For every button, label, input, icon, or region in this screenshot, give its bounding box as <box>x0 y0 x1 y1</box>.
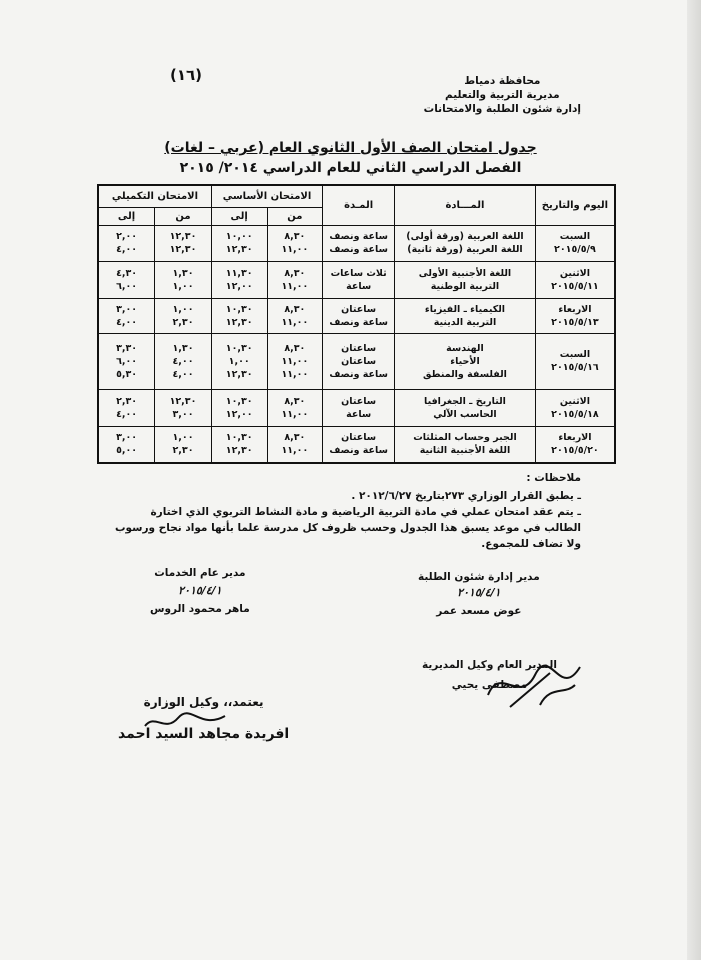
basic-from-value: ١١,٠٠ <box>281 281 309 293</box>
basic-to-value: ١٢,٣٠ <box>225 368 253 380</box>
basic-to-value: ١,٠٠ <box>228 355 250 367</box>
basic-from-value: ١١,٠٠ <box>281 368 309 380</box>
governorate-name: محافظة دمياط <box>464 75 541 87</box>
services-director-signature <box>150 566 250 616</box>
student-affairs-director-name: عوض مسعد عمر <box>436 605 522 617</box>
subjects-value: الكيمياء ـ الفيزياء <box>424 304 506 316</box>
note-item-2: ـ يتم عقد امتحان عملي في مادة التربية الرياضية و مادة النشاط التربوي الذي اختارة الطالب في موعد يسبق هذا الجدول وحسب ظروف كل مدرسة علما بأنها مواد نجاح ورسوب ولا تضاف للمجموع. <box>115 506 581 550</box>
subjects-value: الجبر وحساب المثلثات <box>413 432 517 444</box>
page-edge <box>687 0 701 960</box>
directorate-name: مديرية التربية والتعليم <box>444 89 560 101</box>
supp-from-cell <box>155 299 212 334</box>
supp-to-value: ٣,٠٠ <box>116 304 138 316</box>
subjects-value: اللغة الأجنبية الأولى <box>418 268 512 280</box>
supp-from-cell <box>155 389 212 426</box>
header-supp-from: من <box>155 207 212 225</box>
supp-from-cell <box>155 262 212 299</box>
day-date-cell <box>535 262 615 299</box>
durations-value: ساعة ونصف <box>329 317 388 329</box>
table-row <box>98 262 615 299</box>
notes-heading: ملاحظات : <box>526 472 581 484</box>
basic-from-cell <box>267 262 323 299</box>
ministry-deputy-name: افريدة مجاهد السيد احمد <box>118 726 290 742</box>
services-director-handwritten-date: ٢٠١٥/٤/١ <box>178 584 222 597</box>
supp-to-value: ٦,٠٠ <box>116 355 138 367</box>
basic-from-value: ١١,٠٠ <box>281 445 309 457</box>
basic-to-cell <box>211 225 267 262</box>
durations-cell <box>323 426 395 463</box>
supp-from-value: ١,٣٠ <box>172 342 194 354</box>
basic-from-value: ١١,٠٠ <box>281 244 309 256</box>
basic-from-value: ١١,٠٠ <box>281 317 309 329</box>
subjects-cell <box>395 299 536 334</box>
basic-to-value: ١٢,٣٠ <box>225 445 253 457</box>
title-line-1: جدول امتحان الصف الأول الثانوي العام (عربي – لغات) <box>164 140 537 156</box>
basic-to-cell <box>211 334 267 389</box>
durations-value: ساعتان <box>341 355 377 367</box>
basic-from-value: ٨,٣٠ <box>284 395 306 407</box>
student-affairs-director-signature <box>418 570 540 618</box>
table-row <box>98 334 615 389</box>
student-affairs-director-title: مدير إدارة شئون الطلبة <box>418 571 540 583</box>
durations-value: ساعتان <box>341 432 377 444</box>
header-duration: المـدة <box>323 185 395 225</box>
basic-to-cell <box>211 389 267 426</box>
notes-section <box>111 470 581 552</box>
basic-from-value: ٨,٣٠ <box>284 304 306 316</box>
basic-from-value: ٨,٣٠ <box>284 432 306 444</box>
table-row <box>98 426 615 463</box>
durations-value: ثلاث ساعات <box>330 268 387 280</box>
ministry-deputy-scribble <box>140 708 230 736</box>
subjects-cell <box>395 334 536 389</box>
subjects-value: اللغة الأجنبية الثانية <box>419 445 511 457</box>
durations-value: ساعة ونصف <box>329 368 388 380</box>
subjects-value: الهندسة <box>446 342 484 354</box>
supp-to-value: ٣,٣٠ <box>116 342 138 354</box>
supp-from-value: ٣,٠٠ <box>172 408 194 420</box>
basic-to-value: ١٠,٣٠ <box>225 395 253 407</box>
supp-to-cell <box>98 426 155 463</box>
basic-from-value: ٨,٣٠ <box>284 231 306 243</box>
durations-cell <box>323 299 395 334</box>
basic-to-cell <box>211 299 267 334</box>
basic-to-cell <box>211 426 267 463</box>
exam-date: ٢٠١٥/٥/١٣ <box>551 317 599 329</box>
basic-to-cell <box>211 262 267 299</box>
subjects-value: الحاسب الآلي <box>433 408 497 420</box>
exam-date: ٢٠١٥/٥/١٦ <box>551 362 599 374</box>
basic-to-value: ١٠,٣٠ <box>225 432 253 444</box>
header-basic-exam: الامتحان الأساسي <box>211 185 322 207</box>
supp-to-cell <box>98 262 155 299</box>
durations-cell <box>323 389 395 426</box>
supp-to-value: ٤,٣٠ <box>116 268 138 280</box>
subjects-value: التربية الوطنية <box>430 281 500 293</box>
subjects-cell <box>395 426 536 463</box>
exam-date: ٢٠١٥/٥/١١ <box>551 281 599 293</box>
note-item-1: ـ يطبق القرار الوزاري ٢٧٣بتاريخ ٢٠١٢/٦/٢٧ . <box>351 490 581 502</box>
basic-to-value: ١٢,٠٠ <box>225 281 253 293</box>
basic-to-value: ١١,٣٠ <box>225 268 253 280</box>
subjects-value: الأحياء <box>450 355 480 367</box>
supp-from-cell <box>155 426 212 463</box>
deputy-director-scribble <box>480 655 590 715</box>
durations-value: ساعة ونصف <box>329 445 388 457</box>
durations-value: ساعة ونصف <box>329 244 388 256</box>
exam-date: ٢٠١٥/٥/١٨ <box>551 408 599 420</box>
supp-to-value: ٣,٠٠ <box>116 432 138 444</box>
subjects-value: التاريخ ـ الجغرافيا <box>424 395 506 407</box>
supp-to-value: ٥,٣٠ <box>116 368 138 380</box>
header-supp-to: إلى <box>98 207 155 225</box>
supp-from-value: ٤,٠٠ <box>172 368 194 380</box>
subjects-cell <box>395 225 536 262</box>
supp-to-value: ٤,٠٠ <box>116 244 138 256</box>
day-name: الاربعاء <box>558 432 592 444</box>
basic-to-value: ١٠,٣٠ <box>225 342 253 354</box>
supp-to-value: ٢,٣٠ <box>116 395 138 407</box>
basic-to-value: ١٢,٣٠ <box>225 317 253 329</box>
header-subject: المـــادة <box>395 185 536 225</box>
durations-value: ساعة <box>346 408 372 420</box>
table-row <box>98 225 615 262</box>
supp-to-value: ٥,٠٠ <box>116 445 138 457</box>
deputy-director-title: المدير العام وكيل المديرية <box>422 659 557 671</box>
table-row <box>98 389 615 426</box>
header-basic-from: من <box>267 207 323 225</box>
exam-schedule-table <box>97 184 616 464</box>
supp-to-value: ٤,٠٠ <box>116 408 138 420</box>
basic-from-cell <box>267 334 323 389</box>
supp-from-cell <box>155 334 212 389</box>
supp-to-cell <box>98 334 155 389</box>
day-name: الاثنين <box>559 395 591 407</box>
table-row <box>98 299 615 334</box>
basic-from-value: ١١,٠٠ <box>281 408 309 420</box>
basic-from-cell <box>267 426 323 463</box>
basic-to-value: ١٠,٠٠ <box>225 231 253 243</box>
supp-to-value: ٦,٠٠ <box>116 281 138 293</box>
approval-text: يعتمد،، وكيل الوزارة <box>143 695 264 709</box>
day-name: السبت <box>559 231 591 243</box>
header-day-date: اليوم والتاريخ <box>535 185 615 225</box>
document-title <box>0 138 701 178</box>
basic-to-value: ١٢,٠٠ <box>225 408 253 420</box>
services-director-name: ماهر محمود الروس <box>150 603 250 615</box>
supp-to-cell <box>98 225 155 262</box>
organization-header <box>424 74 581 116</box>
basic-from-cell <box>267 225 323 262</box>
supp-from-value: ١٢,٣٠ <box>169 244 197 256</box>
subjects-value: التربية الدينية <box>433 317 497 329</box>
supp-from-value: ١,٠٠ <box>172 432 194 444</box>
supp-to-cell <box>98 299 155 334</box>
student-affairs-director-handwritten-date: ٢٠١٥/٤/١ <box>457 586 501 599</box>
page-number: (١٦) <box>170 66 203 84</box>
subjects-value: اللغة العربية (ورقة ثانية) <box>407 244 523 256</box>
subjects-value: اللغة العربية (ورقة أولى) <box>406 231 524 243</box>
durations-value: ساعتان <box>341 395 377 407</box>
subjects-value: الفلسفة والمنطق <box>423 368 507 380</box>
supp-from-value: ٤,٠٠ <box>172 355 194 367</box>
durations-cell <box>323 334 395 389</box>
supp-to-value: ٤,٠٠ <box>116 317 138 329</box>
day-name: الاثنين <box>559 268 591 280</box>
header-supplementary-exam: الامتحان التكميلي <box>98 185 211 207</box>
day-date-cell <box>535 299 615 334</box>
supp-from-value: ١,٠٠ <box>172 304 194 316</box>
durations-value: ساعة ونصف <box>329 231 388 243</box>
services-director-title: مدير عام الخدمات <box>154 567 246 579</box>
exam-date: ٢٠١٥/٥/٢٠ <box>551 445 599 457</box>
day-name: السبت <box>559 349 591 361</box>
basic-from-value: ١١,٠٠ <box>281 355 309 367</box>
basic-to-value: ١٢,٣٠ <box>225 244 253 256</box>
schedule-body <box>98 225 615 463</box>
supp-from-value: ١٢,٣٠ <box>169 231 197 243</box>
header-basic-to: إلى <box>211 207 267 225</box>
day-name: الاربعاء <box>558 304 592 316</box>
supp-from-value: ٢,٣٠ <box>172 445 194 457</box>
supp-from-value: ١,٠٠ <box>172 281 194 293</box>
durations-cell <box>323 262 395 299</box>
day-date-cell <box>535 426 615 463</box>
exam-date: ٢٠١٥/٥/٩ <box>554 244 596 256</box>
day-date-cell <box>535 389 615 426</box>
basic-to-value: ١٠,٣٠ <box>225 304 253 316</box>
subjects-cell <box>395 389 536 426</box>
durations-cell <box>323 225 395 262</box>
supp-from-cell <box>155 225 212 262</box>
supp-from-value: ٢,٣٠ <box>172 317 194 329</box>
durations-value: ساعة <box>346 281 372 293</box>
supp-to-value: ٢,٠٠ <box>116 231 138 243</box>
durations-value: ساعتان <box>341 342 377 354</box>
basic-from-cell <box>267 299 323 334</box>
durations-value: ساعتان <box>341 304 377 316</box>
day-date-cell <box>535 334 615 389</box>
basic-from-cell <box>267 389 323 426</box>
supp-from-value: ١,٣٠ <box>172 268 194 280</box>
basic-from-value: ٨,٣٠ <box>284 342 306 354</box>
title-line-2: الفصل الدراسي الثاني للعام الدراسي ٢٠١٤/ ٢٠١٥ <box>179 160 522 176</box>
supp-to-cell <box>98 389 155 426</box>
supp-from-value: ١٢,٣٠ <box>169 395 197 407</box>
basic-from-value: ٨,٣٠ <box>284 268 306 280</box>
day-date-cell <box>535 225 615 262</box>
subjects-cell <box>395 262 536 299</box>
department-name: إدارة شئون الطلبة والامتحانات <box>423 103 581 115</box>
deputy-director-name: مصطفى يحيي <box>451 679 528 691</box>
